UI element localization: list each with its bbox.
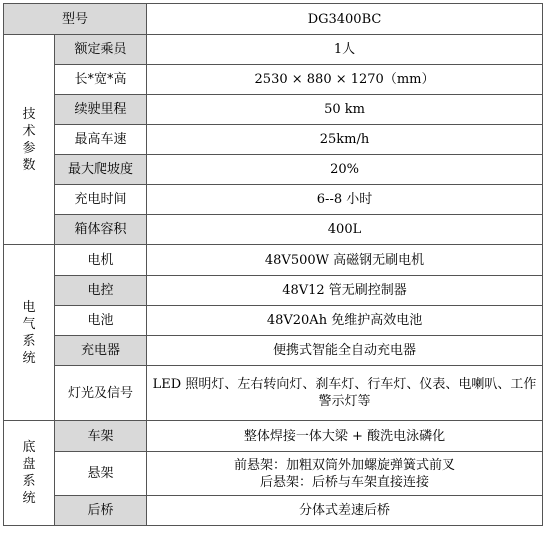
- row-label: 电池: [55, 306, 147, 336]
- row-label: 续驶里程: [55, 95, 147, 125]
- table-row: [4, 185, 543, 215]
- row-label: 后桥: [55, 496, 147, 526]
- row-value: 50 km: [147, 95, 543, 125]
- table-row: [4, 245, 543, 276]
- row-value: 400L: [147, 215, 543, 245]
- row-label: 箱体容积: [55, 215, 147, 245]
- group-label-electrical: 电 气 系 统: [4, 245, 55, 421]
- suspension-rear: 后悬架：后桥与车架直接连接: [260, 474, 430, 490]
- row-value: 分体式差速后桥: [147, 496, 543, 526]
- row-value: 48V12 管无刷控制器: [147, 276, 543, 306]
- row-label: 车架: [55, 421, 147, 452]
- suspension-front: 前悬架：加粗双筒外加螺旋弹簧式前叉: [234, 457, 456, 473]
- row-label: 电机: [55, 245, 147, 276]
- row-value-suspension: [147, 452, 543, 496]
- table-row-model: [4, 4, 543, 35]
- table-row: [4, 215, 543, 245]
- row-value: 20%: [147, 155, 543, 185]
- table-row: [4, 95, 543, 125]
- row-label: 最高车速: [55, 125, 147, 155]
- row-value: 1人: [147, 35, 543, 65]
- row-label: 电控: [55, 276, 147, 306]
- row-label: 充电器: [55, 336, 147, 366]
- table-row: [4, 306, 543, 336]
- row-value: 48V20Ah 免维护高效电池: [147, 306, 543, 336]
- row-value: 整体焊接一体大梁 + 酸洗电泳磷化: [147, 421, 543, 452]
- row-value: 25km/h: [147, 125, 543, 155]
- row-label: 最大爬坡度: [55, 155, 147, 185]
- table-row: [4, 366, 543, 421]
- table-row: [4, 35, 543, 65]
- table-row: [4, 125, 543, 155]
- row-label: 额定乘员: [55, 35, 147, 65]
- row-value: 48V500W 高磁钢无刷电机: [147, 245, 543, 276]
- model-value: DG3400BC: [147, 4, 543, 35]
- table-row: [4, 155, 543, 185]
- group-label-technical: 技 术 参 数: [4, 35, 55, 245]
- table-row: [4, 496, 543, 526]
- spec-table: [3, 3, 543, 526]
- table-row: [4, 65, 543, 95]
- row-value: LED 照明灯、左右转向灯、刹车灯、行车灯、仪表、电喇叭、工作警示灯等: [147, 366, 543, 421]
- row-value: 2530 × 880 × 1270（mm）: [147, 65, 543, 95]
- table-row: [4, 421, 543, 452]
- row-value: 6--8 小时: [147, 185, 543, 215]
- group-label-chassis: 底 盘 系 统: [4, 421, 55, 526]
- model-label: 型号: [4, 4, 147, 35]
- row-label: 长*宽*高: [55, 65, 147, 95]
- table-row: [4, 452, 543, 496]
- row-label: 悬架: [55, 452, 147, 496]
- row-label: 充电时间: [55, 185, 147, 215]
- row-value: 便携式智能全自动充电器: [147, 336, 543, 366]
- row-label: 灯光及信号: [55, 366, 147, 421]
- table-row: [4, 276, 543, 306]
- table-row: [4, 336, 543, 366]
